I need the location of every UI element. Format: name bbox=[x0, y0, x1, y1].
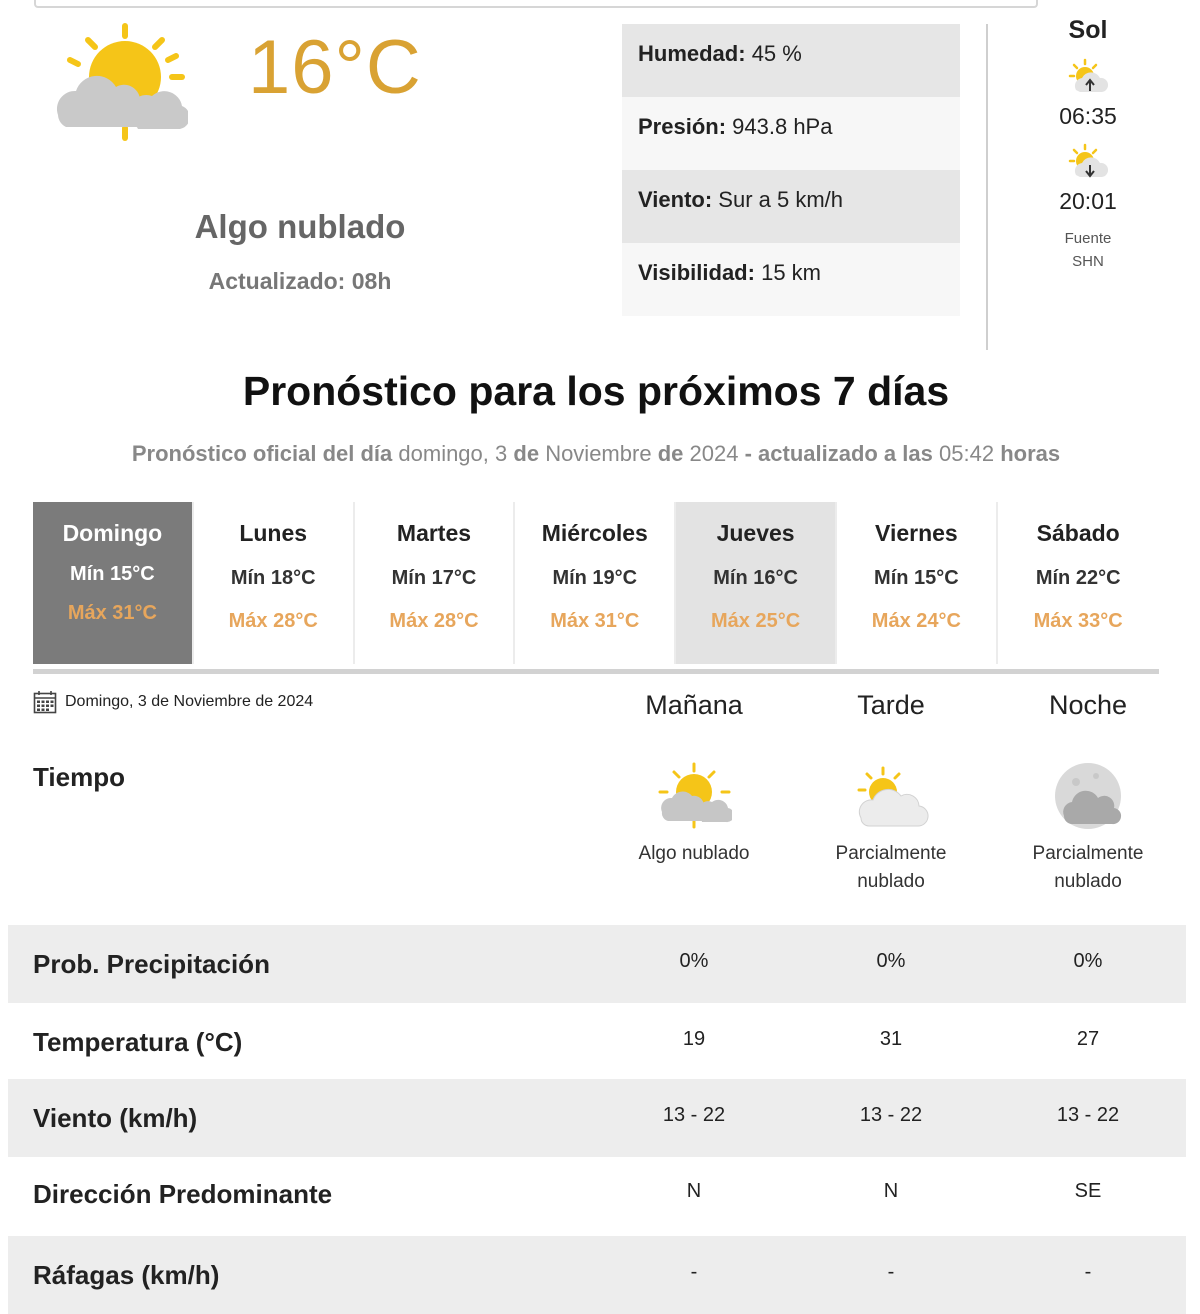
day-max: Máx 31°C bbox=[67, 602, 157, 624]
sub-time: 05:42 bbox=[939, 441, 995, 466]
day-tabs bbox=[33, 502, 1159, 674]
detail-value: 943.8 hPa bbox=[732, 114, 833, 139]
day-name: Martes bbox=[396, 520, 472, 546]
day-min: Mín 22°C bbox=[1035, 567, 1121, 589]
day-name: Viernes bbox=[875, 520, 958, 546]
sub-year: 2024 bbox=[689, 441, 739, 466]
forecast-subtitle bbox=[0, 441, 1192, 467]
selected-date bbox=[33, 690, 313, 714]
period-noche: Noche bbox=[1048, 690, 1128, 720]
row-value-manana: - bbox=[690, 1261, 698, 1283]
row-label: Temperatura (°C) bbox=[33, 1027, 243, 1057]
day-min: Mín 18°C bbox=[230, 567, 316, 589]
vertical-divider bbox=[986, 24, 988, 350]
sun-panel bbox=[1030, 14, 1146, 273]
detail-row-humidity bbox=[622, 24, 960, 97]
sunrise-icon bbox=[1068, 57, 1108, 97]
sub-prefix: Pronóstico oficial del día bbox=[131, 441, 393, 466]
top-frame-edge bbox=[34, 0, 1038, 8]
row-value-manana: 0% bbox=[679, 950, 709, 972]
day-name: Domingo bbox=[62, 520, 163, 546]
row-value-manana: 13 - 22 bbox=[662, 1104, 726, 1126]
row-label: Prob. Precipitación bbox=[33, 949, 270, 979]
sub-hours: horas bbox=[1000, 441, 1061, 466]
detail-label: Presión: bbox=[638, 114, 727, 139]
row-temperature bbox=[8, 1003, 1186, 1081]
weather-manana bbox=[594, 762, 794, 868]
row-value-tarde: N bbox=[883, 1180, 899, 1202]
row-label: Viento (km/h) bbox=[33, 1103, 198, 1133]
row-value-noche: 27 bbox=[1076, 1028, 1100, 1050]
weather-tarde bbox=[791, 762, 991, 896]
detail-row-pressure bbox=[622, 97, 960, 170]
row-value-noche: - bbox=[1084, 1261, 1092, 1283]
row-value-noche: 0% bbox=[1073, 950, 1103, 972]
day-max: Máx 28°C bbox=[228, 610, 318, 632]
day-max: Máx 31°C bbox=[550, 610, 640, 632]
sun-title: Sol bbox=[1068, 16, 1108, 44]
current-condition: Algo nublado bbox=[194, 208, 406, 245]
day-tab-domingo[interactable] bbox=[33, 502, 194, 664]
row-direction bbox=[8, 1155, 1186, 1233]
day-tab-miercoles[interactable] bbox=[515, 502, 676, 664]
weather-text-line2: nublado bbox=[857, 871, 925, 892]
row-label: Dirección Predominante bbox=[33, 1179, 333, 1209]
row-label: Ráfagas (km/h) bbox=[33, 1260, 220, 1290]
weather-row-label: Tiempo bbox=[33, 762, 125, 792]
day-min: Mín 17°C bbox=[391, 567, 477, 589]
sun-cloud-icon bbox=[656, 762, 732, 832]
sub-de1: de bbox=[513, 441, 540, 466]
row-value-tarde: 31 bbox=[879, 1028, 903, 1050]
day-name: Lunes bbox=[239, 520, 308, 546]
period-manana: Mañana bbox=[645, 690, 743, 720]
sunrise-time: 06:35 bbox=[1059, 103, 1117, 129]
day-max: Máx 28°C bbox=[389, 610, 479, 632]
detail-label: Humedad: bbox=[638, 41, 746, 66]
current-details-table bbox=[622, 24, 960, 316]
row-gusts bbox=[8, 1236, 1186, 1314]
weather-text-line2: nublado bbox=[1054, 871, 1122, 892]
weather-text-line1: Parcialmente bbox=[1032, 843, 1144, 864]
row-value-tarde: 0% bbox=[876, 950, 906, 972]
updated-line bbox=[150, 268, 450, 295]
weather-text-line1: Parcialmente bbox=[835, 843, 947, 864]
row-value-noche: SE bbox=[1074, 1180, 1102, 1202]
day-max: Máx 33°C bbox=[1033, 610, 1123, 632]
detail-value: 45 % bbox=[751, 41, 802, 66]
row-wind bbox=[8, 1079, 1186, 1157]
detail-value: 15 km bbox=[761, 260, 821, 285]
day-tab-martes[interactable] bbox=[355, 502, 516, 664]
source-label: Fuente bbox=[1064, 230, 1112, 247]
row-value-tarde: 13 - 22 bbox=[859, 1104, 923, 1126]
updated-value: 08h bbox=[351, 268, 392, 294]
sub-de2: de bbox=[657, 441, 684, 466]
sun-behind-cloud-icon bbox=[48, 20, 188, 145]
sunset-icon bbox=[1068, 142, 1108, 182]
sub-dash: - actualizado a las bbox=[744, 441, 933, 466]
detail-label: Viento: bbox=[638, 187, 713, 212]
row-value-tarde: - bbox=[887, 1261, 895, 1283]
row-value-manana: 19 bbox=[682, 1028, 706, 1050]
selected-date-text: Domingo, 3 de Noviembre de 2024 bbox=[65, 693, 314, 710]
day-min: Mín 19°C bbox=[552, 567, 638, 589]
updated-label: Actualizado: bbox=[208, 268, 346, 294]
sub-month: Noviembre bbox=[545, 441, 652, 466]
calendar-icon bbox=[33, 690, 57, 714]
sub-weekday: domingo, 3 bbox=[398, 441, 508, 466]
row-precip bbox=[8, 925, 1186, 1003]
day-min: Mín 16°C bbox=[713, 567, 798, 589]
current-temperature: 16°C bbox=[248, 25, 422, 110]
day-min: Mín 15°C bbox=[874, 567, 959, 589]
day-name: Jueves bbox=[716, 520, 795, 546]
weather-noche bbox=[988, 762, 1188, 896]
day-tab-jueves[interactable] bbox=[676, 502, 837, 664]
day-tab-viernes[interactable] bbox=[837, 502, 998, 664]
day-tab-sabado[interactable] bbox=[998, 502, 1159, 664]
sun-cloud-icon bbox=[853, 762, 929, 832]
source-value: SHN bbox=[1072, 253, 1104, 270]
weather-text: Algo nublado bbox=[638, 843, 750, 864]
day-min: Mín 15°C bbox=[70, 563, 155, 585]
row-value-manana: N bbox=[686, 1180, 702, 1202]
day-tab-lunes[interactable] bbox=[194, 502, 355, 664]
sunset-time: 20:01 bbox=[1059, 188, 1117, 214]
sun-source bbox=[1030, 227, 1146, 273]
detail-label: Visibilidad: bbox=[638, 260, 755, 285]
detail-value: Sur a 5 km/h bbox=[718, 187, 843, 212]
day-max: Máx 25°C bbox=[711, 610, 801, 632]
day-max: Máx 24°C bbox=[871, 610, 961, 632]
period-tarde: Tarde bbox=[857, 690, 925, 720]
detail-row-visibility bbox=[622, 243, 960, 316]
day-name: Miércoles bbox=[541, 520, 648, 546]
detail-row-wind bbox=[622, 170, 960, 243]
forecast-title: Pronóstico para los próximos 7 días bbox=[242, 368, 950, 414]
row-value-noche: 13 - 22 bbox=[1056, 1104, 1120, 1126]
day-name: Sábado bbox=[1036, 520, 1120, 546]
moon-cloud-icon bbox=[1050, 762, 1126, 832]
